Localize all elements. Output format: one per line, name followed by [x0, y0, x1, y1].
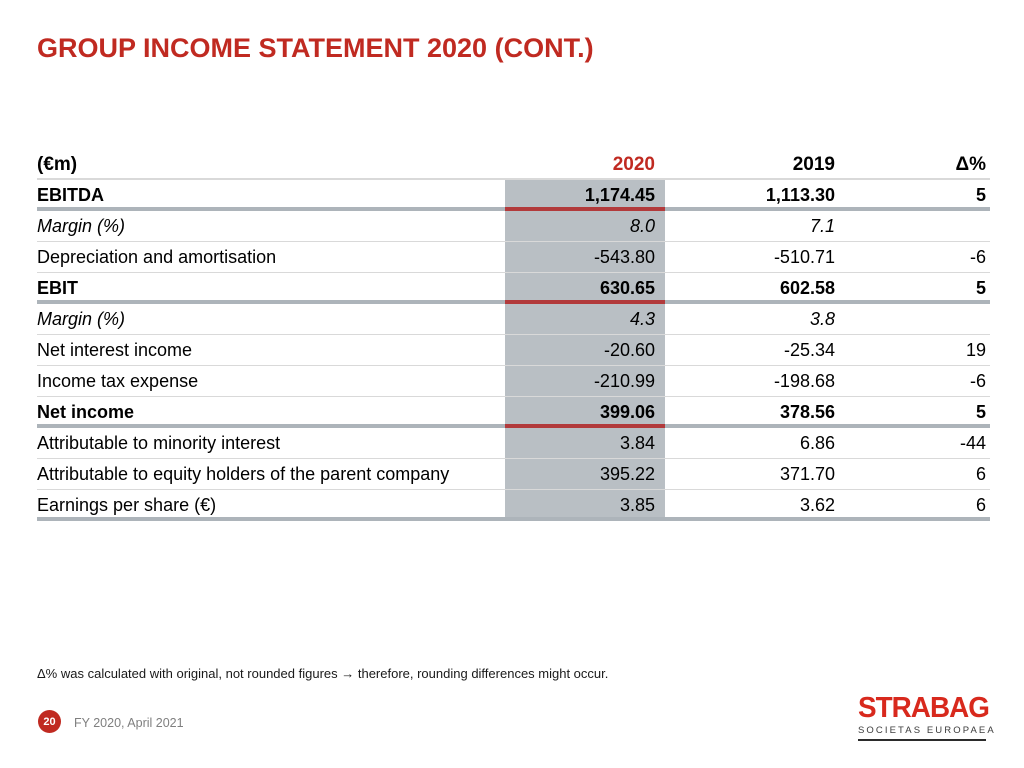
column-header-2019: 2019 [792, 154, 835, 175]
row-underline [37, 517, 990, 521]
value-2019: -198.68 [773, 371, 835, 391]
value-delta: 19 [965, 340, 986, 360]
value-delta: -6 [969, 247, 986, 267]
value-2020: 630.65 [599, 278, 655, 298]
table-row [37, 459, 990, 490]
column-header-2020: 2020 [612, 154, 655, 175]
table-row [37, 490, 990, 521]
table-row [37, 273, 990, 304]
row-label: Income tax expense [37, 371, 199, 391]
value-2020: 8.0 [629, 216, 655, 236]
row-label: Margin (%) [37, 309, 126, 329]
value-delta: 5 [975, 185, 986, 205]
value-2020: -20.60 [603, 340, 655, 360]
value-delta: 6 [975, 495, 986, 515]
logo-wordmark: STRABAG [858, 692, 989, 724]
table-rows [37, 180, 990, 521]
value-2019: 6.86 [799, 433, 835, 453]
page-title: GROUP INCOME STATEMENT 2020 (CONT.) [37, 33, 594, 63]
footnote: Δ% was calculated with original, not rounded figures → therefore, rounding differences might occur. [37, 666, 609, 681]
table-row [37, 335, 990, 366]
value-2020: -543.80 [593, 247, 655, 267]
table-row [37, 428, 990, 459]
value-2020: 395.22 [599, 464, 655, 484]
table-row [37, 211, 990, 242]
row-label: Depreciation and amortisation [37, 247, 277, 267]
column-header-unit: (€m) [37, 154, 78, 175]
value-2020: 3.84 [619, 433, 655, 453]
value-2019: 371.70 [779, 464, 835, 484]
income-statement-table [37, 152, 990, 521]
value-2020: 399.06 [599, 402, 655, 422]
row-label: Earnings per share (€) [37, 495, 217, 515]
value-2019: 602.58 [779, 278, 835, 298]
row-label: Net income [37, 402, 135, 422]
page-number-badge: 20 [38, 710, 61, 733]
value-2019: 1,113.30 [765, 185, 835, 205]
strabag-logo [858, 692, 996, 741]
footer-date: FY 2020, April 2021 [74, 716, 184, 730]
row-label: Attributable to minority interest [37, 433, 281, 453]
value-delta: 6 [975, 464, 986, 484]
table-row [37, 304, 990, 335]
value-2019: -510.71 [773, 247, 835, 267]
table-row [37, 180, 990, 211]
row-label: Net interest income [37, 340, 193, 360]
table-row [37, 242, 990, 273]
value-2020: 1,174.45 [584, 185, 655, 205]
value-2019: 7.1 [809, 216, 835, 236]
row-label: EBIT [37, 278, 79, 298]
logo-underline [858, 739, 986, 741]
row-label: EBITDA [37, 185, 104, 205]
value-2020: -210.99 [593, 371, 655, 391]
value-delta: -44 [959, 433, 986, 453]
column-header-delta: Δ% [955, 154, 986, 175]
value-delta: 5 [975, 402, 986, 422]
row-label: Attributable to equity holders of the parent company [37, 464, 450, 484]
table-header-row [37, 152, 990, 180]
row-label: Margin (%) [37, 216, 126, 236]
value-2019: 378.56 [779, 402, 835, 422]
value-2019: 3.8 [809, 309, 835, 329]
value-delta: 5 [975, 278, 986, 298]
table-row [37, 366, 990, 397]
table-row [37, 397, 990, 428]
value-2020: 3.85 [619, 495, 655, 515]
logo-subtitle: SOCIETAS EUROPAEA [858, 725, 996, 736]
value-2019: -25.34 [783, 340, 835, 360]
value-2019: 3.62 [799, 495, 835, 515]
value-2020: 4.3 [629, 309, 655, 329]
value-delta: -6 [969, 371, 986, 391]
